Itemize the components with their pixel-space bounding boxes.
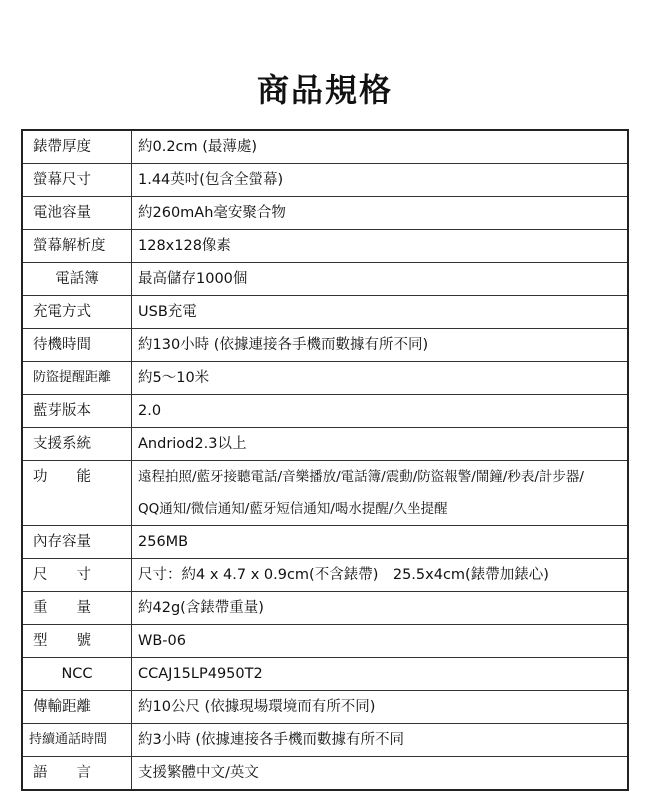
table-row	[22, 658, 628, 691]
spec-value: WB-06	[132, 625, 629, 658]
table-row	[22, 362, 628, 395]
page-title: 商品規格	[256, 71, 393, 109]
spec-value: 1.44英吋(包含全螢幕)	[132, 164, 629, 197]
spec-value: 約3小時 (依據連接各手機而數據有所不同	[132, 724, 629, 757]
spec-value-line: QQ通知/微信通知/藍牙短信通知/喝水提醒/久坐提醒	[138, 501, 448, 517]
table-row	[22, 395, 628, 428]
spec-value: 尺寸：約4 x 4.7 x 0.9cm(不含錶帶) 25.5x4cm(錶帶加錶心)	[132, 559, 629, 592]
spec-label: 藍芽版本	[22, 395, 132, 428]
spec-label: 功 能	[22, 461, 132, 526]
spec-label: 重 量	[22, 592, 132, 625]
spec-label: 螢幕解析度	[22, 230, 132, 263]
spec-value: USB充電	[132, 296, 629, 329]
table-row	[22, 164, 628, 197]
spec-value: 2.0	[132, 395, 629, 428]
spec-label: 錶帶厚度	[22, 130, 132, 164]
spec-label: 電池容量	[22, 197, 132, 230]
table-row	[22, 263, 628, 296]
table-row	[22, 130, 628, 164]
table-row	[22, 197, 628, 230]
table-row	[22, 559, 628, 592]
spec-label: 電話簿	[22, 263, 132, 296]
spec-label: 持續通話時間	[22, 724, 132, 757]
spec-label: 螢幕尺寸	[22, 164, 132, 197]
table-row	[22, 592, 628, 625]
spec-label: 防盜提醒距離	[22, 362, 132, 395]
spec-value: 約42g(含錶帶重量)	[132, 592, 629, 625]
table-row	[22, 691, 628, 724]
spec-label: 型 號	[22, 625, 132, 658]
spec-value: CCAJ15LP4950T2	[132, 658, 629, 691]
table-row	[22, 724, 628, 757]
spec-value: 約260mAh毫安聚合物	[132, 197, 629, 230]
spec-value: 最高儲存1000個	[132, 263, 629, 296]
table-row	[22, 461, 628, 526]
spec-table	[21, 129, 629, 791]
spec-value: 256MB	[132, 526, 629, 559]
spec-value	[132, 461, 629, 526]
spec-value-line: 遠程拍照/藍牙接聽電話/音樂播放/電話簿/震動/防盜報警/鬧鐘/秒表/計步器/	[138, 469, 584, 485]
spec-value: 128x128像素	[132, 230, 629, 263]
table-row	[22, 757, 628, 791]
spec-value: Andriod2.3以上	[132, 428, 629, 461]
spec-label: 充電方式	[22, 296, 132, 329]
spec-label: 語 言	[22, 757, 132, 791]
spec-label: 尺 寸	[22, 559, 132, 592]
spec-label: 傳輸距離	[22, 691, 132, 724]
spec-label: NCC	[22, 658, 132, 691]
spec-value: 約10公尺 (依據現場環境而有所不同)	[132, 691, 629, 724]
spec-value: 約0.2cm (最薄處)	[132, 130, 629, 164]
spec-value: 支援繁體中文/英文	[132, 757, 629, 791]
table-row	[22, 296, 628, 329]
spec-label: 待機時間	[22, 329, 132, 362]
table-row	[22, 329, 628, 362]
table-row	[22, 230, 628, 263]
table-row	[22, 625, 628, 658]
table-row	[22, 526, 628, 559]
spec-label: 內存容量	[22, 526, 132, 559]
table-row	[22, 428, 628, 461]
spec-label: 支援系統	[22, 428, 132, 461]
spec-value: 約130小時 (依據連接各手機而數據有所不同)	[132, 329, 629, 362]
spec-value: 約5～10米	[132, 362, 629, 395]
